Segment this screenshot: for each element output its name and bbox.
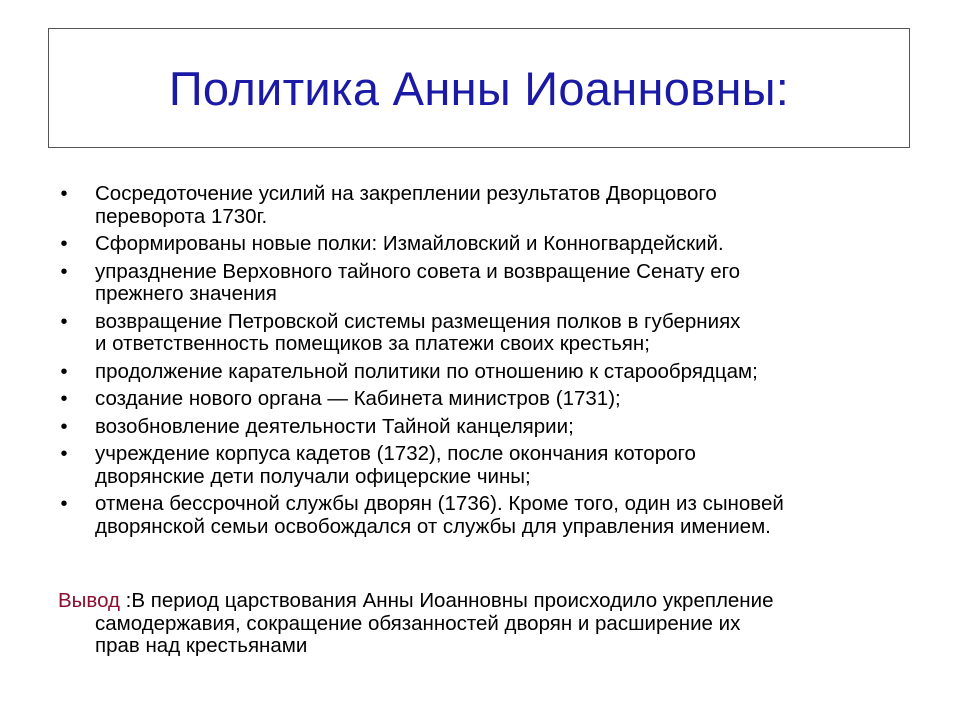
bullet-text-line: создание нового органа — Кабинета министров (1731); <box>95 387 621 410</box>
bullet-item <box>58 233 918 256</box>
bullet-icon: • <box>60 360 68 383</box>
bullet-item <box>58 183 918 228</box>
bullet-icon: • <box>60 415 68 438</box>
bullet-text-line: переворота 1730г. <box>95 204 268 228</box>
bullet-text-line: возобновление деятельности Тайной канцелярии; <box>95 414 574 438</box>
conclusion-text-line: прав над крестьянами <box>95 634 308 657</box>
bullet-icon: • <box>60 493 68 515</box>
bullet-text-line: упразднение Верховного тайного совета и возвращение Сенату его <box>95 259 741 283</box>
bullet-text-line: дворянской семьи освобождался от службы для управления имением. <box>95 514 771 538</box>
title-box <box>48 28 910 148</box>
bullet-item <box>58 261 918 306</box>
bullet-item <box>58 416 918 439</box>
bullet-list <box>58 183 918 543</box>
conclusion-text-line: :В период царствования Анны Иоанновны происходило укрепление <box>119 589 774 612</box>
bullet-item <box>58 388 918 411</box>
bullet-icon: • <box>60 260 68 283</box>
bullet-item <box>58 493 918 538</box>
conclusion-paragraph <box>58 590 918 658</box>
bullet-icon: • <box>60 233 68 255</box>
bullet-item <box>58 311 918 356</box>
conclusion-text-line: самодержавия, сокращение обязанностей дворян и расширение их <box>95 611 741 635</box>
bullet-icon: • <box>60 183 68 205</box>
conclusion-label: Вывод <box>58 589 120 612</box>
bullet-icon: • <box>60 388 68 410</box>
bullet-text-line: дворянские дети получали офицерские чины; <box>95 464 531 488</box>
bullet-text-line: продолжение карательной политики по отношению к старообрядцам; <box>95 359 758 383</box>
bullet-text-line: Сформированы новые полки: Измайловский и Конногвардейский. <box>95 232 724 255</box>
bullet-text-line: Сосредоточение усилий на закреплении результатов Дворцового <box>95 182 717 205</box>
bullet-icon: • <box>60 310 68 333</box>
bullet-text-line: учреждение корпуса кадетов (1732), после окончания которого <box>95 442 696 465</box>
bullet-text-line: и ответственность помещиков за платежи своих крестьян; <box>95 332 650 355</box>
slide-title: Политика Анны Иоанновны: <box>168 61 790 115</box>
bullet-text-line: прежнего значения <box>95 282 277 305</box>
bullet-item <box>58 361 918 384</box>
bullet-icon: • <box>60 443 68 465</box>
bullet-text-line: отмена бессрочной службы дворян (1736). Кроме того, один из сыновей <box>95 492 784 515</box>
bullet-text-line: возвращение Петровской системы размещения полков в губерниях <box>95 309 741 333</box>
bullet-item <box>58 443 918 488</box>
